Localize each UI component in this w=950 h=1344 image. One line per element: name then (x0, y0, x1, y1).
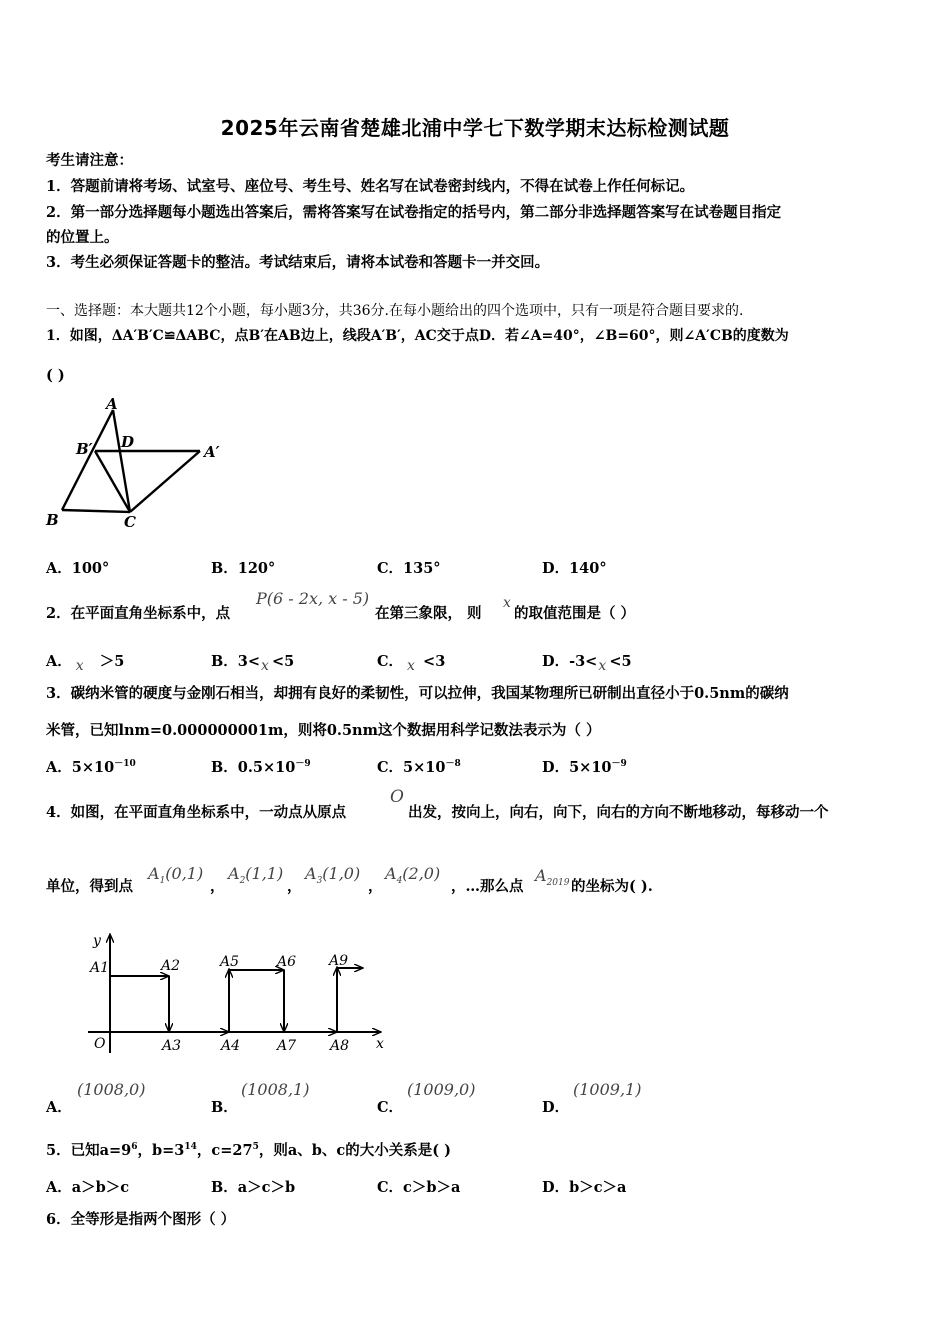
q2-prefix: 2．在平面直角坐标系中，点 (46, 605, 231, 622)
label-a3: A3 (162, 1038, 182, 1054)
q4-line-1-suffix: 出发，按向上，向右，向下，向右的方向不断地移动，每移动一个 (408, 804, 829, 821)
label-a8: A8 (330, 1038, 350, 1054)
q2-point-formula: P(6 - 2x, x - 5) (256, 589, 370, 608)
y-axis-label: y (93, 933, 101, 949)
q5-option-c[interactable]: C．c＞b＞a (377, 1179, 461, 1196)
q1-option-b[interactable]: B．120° (211, 560, 276, 577)
label-a1: A1 (90, 960, 110, 976)
q4-option-d-value[interactable]: (1009,1) (573, 1080, 642, 1099)
segment-a1c (130, 451, 200, 512)
q4-point-a3: $A_3(1,0)$ (305, 864, 361, 887)
q2-option-b-before: 3< (237, 653, 261, 670)
q4-line-2-suffix: 的坐标为( ). (571, 878, 653, 895)
q4-option-c-value[interactable]: (1009,0) (407, 1080, 476, 1099)
q3-option-b-base: 0.5×10 (237, 759, 296, 776)
q4-point-a1: $A_1(0,1)$ (148, 864, 204, 887)
q3-option-b-exp: －9 (295, 759, 311, 770)
label-b: B (46, 511, 59, 529)
q2-option-d-after: <5 (609, 653, 632, 670)
q4-option-a-value[interactable]: (1008,0) (77, 1080, 146, 1099)
q1-option-a[interactable]: A．100° (46, 560, 110, 577)
notice-line-3: 3．考生必须保证答题卡的整洁。考试结束后，请将本试卷和答题卡一并交回。 (46, 254, 550, 271)
q2-option-d-label: D． (542, 653, 570, 670)
q3-line-2: 米管，已知lnm=0.000000001m，则将0.5nm这个数据用科学记数法表示为（ ） (46, 722, 601, 739)
q3-option-c-exp: －8 (445, 759, 461, 770)
segment-ab (62, 410, 113, 510)
q2-middle: 在第三象限， 则 (375, 605, 482, 622)
notice-heading: 考生请注意： (46, 152, 133, 169)
q2-option-a-after: ＞5 (99, 653, 125, 670)
label-a4: A4 (221, 1038, 241, 1054)
label-a6: A6 (277, 954, 297, 970)
label-a2: A2 (161, 958, 181, 974)
q3-option-b[interactable] (211, 756, 311, 777)
q4-point-a4: $A_4(2,0)$ (385, 864, 441, 887)
q3-option-a[interactable] (46, 756, 136, 777)
q4-separator-3: ， (368, 878, 383, 895)
q2-option-c-after: <3 (423, 653, 446, 670)
q2-suffix: 的取值范围是（ ） (514, 605, 636, 622)
q3-option-a-exp: －10 (114, 759, 136, 770)
q1-bracket: ( ) (46, 367, 65, 384)
q2-option-b[interactable] (211, 650, 295, 674)
q3-option-c-base: 5×10 (403, 759, 446, 776)
segment-bc (62, 510, 130, 512)
q4-option-d-label[interactable]: D． (542, 1099, 570, 1116)
label-a: A (106, 396, 118, 413)
q3-option-d-base: 5×10 (569, 759, 612, 776)
q4-option-b-value[interactable]: (1008,1) (241, 1080, 310, 1099)
q4-option-c-label[interactable]: C． (377, 1099, 404, 1116)
origin-label: O (94, 1036, 106, 1052)
q4-option-b-label[interactable]: B． (211, 1099, 238, 1116)
q4-separator-2: ， (287, 878, 302, 895)
q3-line-1: 3．碳纳米管的硬度与金刚石相当，却拥有良好的柔韧性，可以拉伸，我国某物理所已研制出直径小于0.5nm的碳纳 (46, 685, 789, 702)
q3-option-a-base: 5×10 (71, 759, 115, 776)
q4-origin-symbol: O (390, 787, 404, 807)
q1-option-c[interactable]: C．135° (377, 560, 441, 577)
notice-line-2a: 2．第一部分选择题每小题选出答案后，需将答案写在试卷指定的括号内，第二部分非选择题答案写在试卷题目指定 (46, 204, 782, 221)
x-axis-label: x (376, 1036, 384, 1052)
q2-option-a[interactable] (46, 650, 125, 674)
q4-coordinate-figure (80, 925, 400, 1060)
q3-option-b-label: B． (211, 759, 238, 776)
q5-option-d[interactable]: D．b＞c＞a (542, 1179, 627, 1196)
q2-option-a-label: A． (46, 653, 72, 670)
label-d: D (121, 433, 135, 451)
notice-line-1: 1．答题前请将考场、试室号、座位号、考生号、姓名写在试卷密封线内，不得在试卷上作任何标记。 (46, 178, 695, 195)
q4-line-2-prefix: 单位，得到点 (46, 878, 133, 895)
q2-option-a-var: x (75, 658, 84, 674)
q3-option-d[interactable] (542, 756, 627, 777)
q4-target-point: $A_{2019}$ (535, 866, 570, 889)
label-a5: A5 (220, 954, 240, 970)
q2-option-d[interactable] (542, 650, 632, 674)
section-heading: 一、选择题：本大题共12个小题，每小题3分，共36分.在每小题给出的四个选项中，只有一项是符合题目要求的. (46, 303, 744, 319)
q3-option-d-exp: －9 (611, 759, 627, 770)
q3-option-c-label: C． (377, 759, 404, 776)
q2-var-x: x (503, 595, 511, 611)
q5-option-a[interactable]: A．a＞b＞c (46, 1179, 130, 1196)
q5-option-b[interactable]: B．a＞c＞b (211, 1179, 296, 1196)
q3-option-d-label: D． (542, 759, 570, 776)
q2-option-c[interactable] (377, 650, 446, 674)
q4-ellipsis: ，…那么点 (451, 878, 524, 895)
label-a-prime: A′ (204, 443, 220, 461)
q4-option-a-label[interactable]: A． (46, 1099, 72, 1116)
q2-option-b-var: x (261, 658, 269, 674)
q1-option-d[interactable]: D．140° (542, 560, 607, 577)
page-title: 2025年云南省楚雄北浦中学七下数学期末达标检测试题 (220, 116, 730, 140)
q1-triangle-figure (40, 396, 240, 534)
q2-option-d-var: x (598, 658, 607, 674)
q2-option-c-label: C． (377, 653, 404, 670)
q1-text: 1．如图，ΔA′B′C≌ΔABC，点B′在AB边上，线段A′B′，AC交于点D．若∠A=40°，∠B=60°，则∠A′CB的度数为 (46, 328, 789, 344)
q3-option-c[interactable] (377, 756, 461, 777)
label-a7: A7 (277, 1038, 297, 1054)
label-b-prime: B′ (76, 440, 93, 458)
q4-line-1-prefix: 4．如图，在平面直角坐标系中，一动点从原点 (46, 804, 347, 821)
q2-option-b-after: <5 (272, 653, 295, 670)
q5-text: 5．已知$a=9^6$，$b=3^{14}$，$c=27^5$，则a、b、c的大小关系是( ) (46, 1142, 451, 1159)
notice-line-2b: 的位置上。 (46, 229, 119, 246)
q3-option-a-label: A． (46, 759, 72, 776)
label-a9: A9 (329, 953, 349, 969)
q6-text: 6．全等形是指两个图形（ ） (46, 1211, 236, 1228)
q2-option-c-var: x (407, 658, 415, 674)
q4-point-a2: $A_2(1,1)$ (228, 864, 284, 887)
q4-separator-1: ， (210, 878, 225, 895)
q2-option-d-before: -3< (569, 653, 598, 670)
q2-option-b-label: B． (211, 653, 238, 670)
label-c: C (124, 513, 136, 531)
